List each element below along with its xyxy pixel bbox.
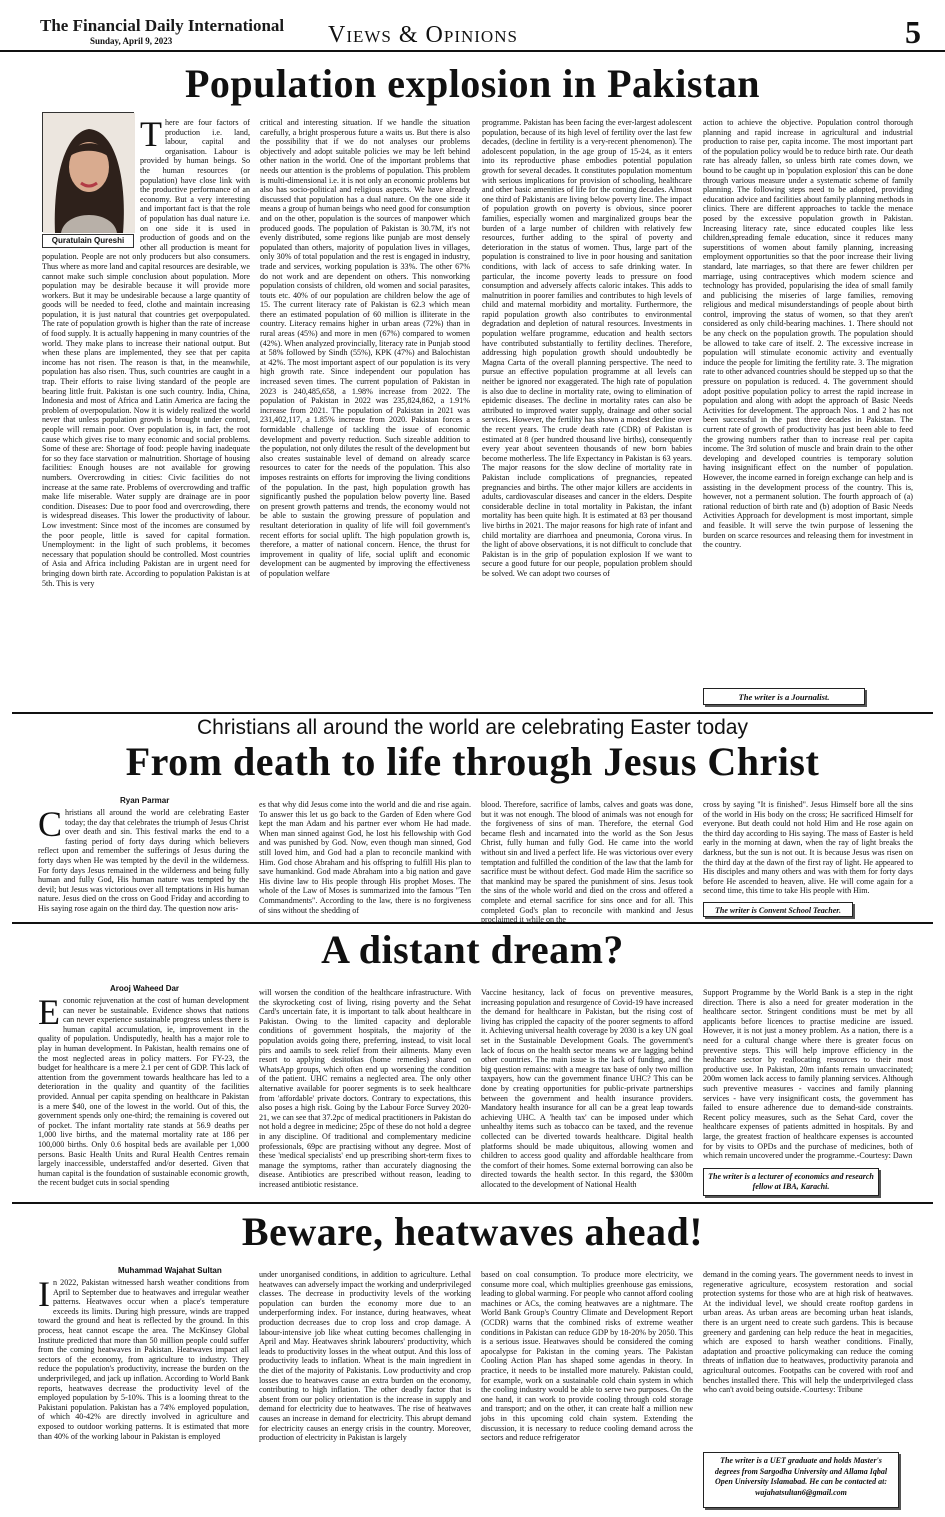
author-byline: Muhammad Wajahat Sultan — [118, 1266, 222, 1275]
article-headline: A distant dream? — [321, 927, 624, 972]
article-column-1 — [38, 992, 249, 1196]
column-text: hristians all around the world are celebrating Easter today; the day that celebrates the triumph of Jesus Christ over death and sin. This festival marks the end to a fasting period of forty days during which believers reflect upon and remember the sufferings of Jesus during the forty days when He was tempted by the devil in the wilderness. For forty days Jesus remained in the wilderness and being fully human and fully God, His human nature was tempted by the devil; but Jesus was victorious over all temptations in His human nature. Jesus died on the cross on Good Friday and according to His saying rose again on the third day. The question now aris- — [38, 808, 249, 913]
article-column-2: will worsen the condition of the healthcare infrastructure. With the skyrocketing cost of living, rising poverty and the Sehat Card's uncertain fate, it is important to talk about healthcare in Pakistan. Owing to the limited capacity and deplorable conditions of government hospitals, the majority of the population avoids going there, preferring, instead, to visit local pirs and aamils to seek relief from their ailments. Many even resort to applying desitotkas (home remedies) shared on WhatsApp groups, which often end up worsening the condition of the patient. UHC remains a neglected area. The only other alternative available for poorer segments is to seek healthcare from 'affordable' private doctors. Contrary to expectations, this also poses a high risk. Going by the Labour Force Survey 2020-21, we can see that 37.2pc of medical practitioners in Pakistan do not hold a degree in medicine; 25pc of these do not hold a degree in any discipline. Of traditional and complementary medicine professionals, 69pc are practising without any degree. Most of these 'medical specialists' end up prescribing short-term fixes to manage the symptoms, rather than accurately diagnosing the disease. Antibiotics are prescribed without reason, leading to increased antibiotic resistance. — [259, 988, 471, 1189]
article-kicker: Christians all around the world are celebrating Easter today — [197, 716, 748, 739]
writer-credit: The writer is a UET graduate and holds Master's degrees from Sargodha University and Allama Iqbal Open University Islamabad. He can be contacted at: wajahatsultan6@gmail.com — [703, 1452, 899, 1508]
article-column-1 — [38, 1274, 249, 1510]
article-column-2: critical and interesting situation. If we handle the situation carefully, a bright prosperous future a waits us. But there is also the possibility that if we do not analyses our problems objectively and adopt suitable policies we may be left behind other nation in the world. One of the important problems that needs our attention is the problems of population. This problem is multi-dimensional i.e. it is not only an economic problems but also has socio-political and religious aspects. We have already discussed that population has a dual nature. On the one side it means a group of human beings who need good for consumption and on the other, population is the sources of manpower which produced goods. The population of Pakistan is 30.7M, it's not evenly distributed, some regions like punjab are most densely populated than others, majority of population lives in villages, only 30% of total population and the rest is engaged in industry, trade and services, working population is 33%. The other 67% do not work and are dependent on others. This nonworking population consists of children, old women and social parasites, touts etc. 40% of our population are children below the age of 15. The current literacy rate of Pakistan is 62.3 which mean there an estimated population of 60 million is illiterate in the country. Literacy remains higher in urban areas (72%) than in rural areas (45%) and more in men (67%) compared to women (42%). When analyzed provincially, literacy rate in Punjab stood at 58% followed by Sindh (55%), KPK (47%) and Balochistan at 42%. The most important aspect of our population is its very high growth rate. Since independent our population has increased seven times. The current population of Pakistan in 2023 is 240,485,658, a 1.98% increase from 2022. The population of Pakistan in 2022 was 235,824,862, a 1.91% increase from 2021. The population of Pakistan in 2021 was 231,402,117, a 1.85% increase from 2020. Pakistan forces a formidable challenge of tackling the issue of economic development and poverty reduction. Such sizeable addition to the population, not only dilutes the result of the development but also creates sustainable level of demand on already scarce resources to cater for the needs of the population. This also imposes restraints on efforts for improving the living conditions of the population. In the past, high population growth has significantly pushed the population below poverty line. Based on present growth patterns and trends, the economy would not be able to sustain the growing pressure of population and resultant deterioration in quality of life will foil government's recent efforts for social uplift. The high population growth is, therefore, a matter of national concern. Hence, the thrust for improvement in quality of life, social uplift and economic development can be augmented by improving the effectiveness of population welfare — [260, 118, 470, 578]
article-column-4: demand in the coming years. The government needs to invest in regenerative agriculture, ecosystem restoration and social protection systems for those who are at high risk of heatwaves. At the individual level, we should create rooftop gardens in urban areas. As urban areas are becoming urban heat islands, there is an urgent need to create such gardens. This is because greenery and gardening can help reduce the heat in megacities, which are exposed to harsh weather conditions. Finally, adaptation and proactive policymaking can reduce the coming threats of inflation due to heatwaves, productivity paranoia and agricultural outcomes. Footpaths can be covered with roof and benches installed there. This will help the underprivileged class who can't avoid being outside.-Courtesy: Tribune — [703, 1270, 913, 1395]
author-byline: Arooj Waheed Dar — [110, 984, 180, 993]
article-headline: Population explosion in Pakistan — [184, 61, 761, 106]
article-column-4: action to achieve the objective. Population control thorough planning and rapid increase in agricultural and industrial production to raise per, capita income. The most important part of the population policy would be to reduce birth rate. Our death rate has already fallen, so unless birth rate comes down, we bound to be caught up in 'population explosion' this can be done through various measure under a systematic scheme of family planning. The following steps need to be adopted, providing education advice and facilities about family planning methods in clinics. There are different approaches to tackle the menace posed by the excessive population growth in Pakistan. Increasing literacy rate, since educated couples like less children,spreading female education, since it reduces many superstitions of women about family planning, increasing employment opportunities so that the poor increase their living standard, late marriages, so that there are fewer children per marriage, using contraceptives which modern science and technology has provided, popularising the idea of small family and publicising the miseries of large families, removing religious and medical misunderstandings of people about birth control, improving the status of women, so that they aren't considered as only child-bearing machines. 1. There should not be any check on the population growth. The population should be allowed to take care of itself. 2. The excessive increase in population will stimulate economic activity and eventually induce the people for limiting the fertility rate. 3. The migration rate to other advanced countries should be stepped up so that the pressure on population is reduced. 4. The government should adopt positive population policy to arrest the rapid increase in population and along with adopt the approach of Basic Needs Activities for development. The approach Nos. 1 and 2 has not been successful in the past three decades in Pakistan. The current rate of growth of productivity has just been able to feed the growing numbers rather than to increase real per capita income. The 3rd solution of muscle and brain drain to the other developing and developed countries is temporary solution having insignificant effect on the number of population. However, the income earned in foreign exchange can help and is assisting in the development process of the country. This is, however, not a permanent solution. The fourth approach of (a) rational reduction of birth rate and (b) adoption of Basic Needs Activities Approach for development is most important, simple and feasible. It will serve the twin purpose of lessening the burden on scarce resources and releasing them for investment in the country. — [703, 118, 913, 550]
section-title: Views & Opinions — [328, 22, 518, 48]
publication-date: Sunday, April 9, 2023 — [90, 36, 173, 46]
article-column-2: es that why did Jesus come into the world and die and rise again. To answer this let us go back to the Garden of Eden where God kept the man Adam and his partner ever whom He had made. When man sinned against God, he lost his fellowship with God and was punished by God. Now, even though man sinned, God still loved him, and God had a plan to reconcile mankind with Him. God chose Abraham and his offspring to fulfill His plan to save humankind. God made Abraham into a big nation and gave His divine law to His people through His prophet Moses. The whole of the Law of Moses is summarized into the famous "Ten Commandments". According to the law, there is no forgiveness of sins without the shedding of — [259, 800, 471, 915]
article-headline: Beware, heatwaves ahead! — [241, 1209, 704, 1254]
masthead — [0, 0, 945, 52]
article-column-3: Vaccine hesitancy, lack of focus on preventive measures, increasing population and resurgence of Covid-19 have increased the demand for healthcare in Pakistan, but the rising cost of living has crippled the capacity of the poorer segments to afford it. Achieving universal health coverage by 2030 is a key UN goal set in the Sustainable Development Goals. The government's lack of focus on the health sector means we are lagging behind other countries. The main issue is the lack of funding, and the big question remains: with a meagre tax base of only two million taxpayers, how can the government finance UHC? This can be done by creating opportunities for public-private partnerships between the government and health insurance providers. Mandatory health insurance for all can be a great leap towards achieving UHC. A 'health tax' can be imposed under which unhealthy items such as tobacco can be taxed, and the revenue collected can be diverted towards healthcare. Digital health platforms should be made ubiquitous, allowing women and children to access good quality and affordable healthcare from the comfort of their homes. Some external borrowing can also be directed towards the health sector. In this regard, the $300m allocated to the development of National Health — [481, 988, 693, 1189]
article-column-3: based on coal consumption. To produce more electricity, we consume more coal, which multiplies greenhouse gas emissions, leading to global warming. For people who cannot afford cooling machines or ACs, the coming heatwaves are a nightmare. The World Bank Group's Country Climate and Development Report (CCDR) warns that the combined risks of extreme weather conditions in Pakistan can reduce GDP by 18-20% by 2050. This is a serious issue. Heatwaves should be considered the coming apocalypse for Pakistan in the coming years. The Pakistan Cooling Action Plan has shaped some agendas in theory. In practice, it needs to be installed more maturely. Pakistan could, for example, work on a sustainable cold chain system in which the cooling industry would be able to serve two purposes. On the one hand, it can work to provide cooling through cold storage and transport; and on the other, it can create half a million new jobs in this upcoming cold chain system. Extending the discussion, it is necessary to reduce cooling demand across the sectors and reduce refrigerator — [481, 1270, 693, 1443]
article-column-4: cross by saying "It is finished". Jesus Himself bore all the sins of the world in His body on the cross; He sacrificed Himself for everyone. But death could not hold Him and He rose again on the third day according to His saying. The mass of Easter is held early in the morning at dawn, when the ray of light breaks the darkness, but the sun is not out. It is because Jesus was risen on the third day at the dawn of the first ray of light. He appeared to His disciples and many others and was with them for forty days before He ascended to heaven, alive. He will come again for a second time, this time to take His people with Him. — [703, 800, 913, 896]
writer-credit: The writer is a Journalist. — [703, 688, 865, 705]
column-text: conomic rejuvenation at the cost of human development can never be sustainable. Evidence shows that nations can never experience sustainable progress unless there is human capital accumulation, ie, improvement in the quality of population. Undisputedly, health has a major role to play in human development. In Pakistan, health remains one of the most neglected areas in policy matters. For FY-23, the budget for healthcare is a mere 2.1 per cent of GDP. This lack of attention from the government towards healthcare has led to a deterioration in the quality and quantity of the facilities provided. Annual per capita spending on healthcare in Pakistan is a mere $40, one of the lowest in the world. Out of this, the government spends only one-third; the remaining is covered out of pocket. The infant mortality rate stands at 56.9 deaths per 1,000 live births, and the maternal mortality rate at 186 per 100,000 births. Only 0.6 hospital beds are available per 1,000 persons. Basic Health Units and Rural Health Centres remain largely inaccessible, understaffed and/or deserted. Given that human capital is the foundation of sustainable economic growth, the recent budget cuts in social spending — [38, 996, 249, 1188]
section-divider — [12, 922, 933, 924]
author-byline: Ryan Parmar — [120, 796, 170, 805]
article-column-3: programme. Pakistan has been facing the ever-largest adolescent population, because of its high level of fertility over the last few decades, (decline in fertility is a very-recent phenomenon). The adolescent population, in the age group of 15-24, as it enters into its reproductive phase embodies potential population growth for several decades. It constitutes population momentum with serious implications for provision of schooling, healthcare and other basic amenities of life for the coming decades. Almost one third of Pakistanis are living below poverty line. The impact of population growth on poverty is obvious, since poorer families, especially women and marginalized groups bear the burden of a large number of children with relatively few resources, further adding to the spiral of poverty and deterioration in the status of women. Thus, large part of the population is constrained to live in poor housing and sanitation conditions, with lack of access to safe drinking water. In particular, the income poverty leads to pressure on food consumption and adversely affects caloric intakes. This adds to malnutrition in poorer families and contributes to high levels of child and maternal morbidity and mortality. Furthermore, the rapid population growth also contributes to environmental degradation and depletion of natural resources. Investments in population welfare programme, education and health sectors have contributed substantially to fertility declines. Therefore, addressing high population growth should undoubtedly be Magna Carta of the overall planning perspective. The need to pursue an effective population programme at all levels can neither be ignored nor exaggerated. The high rate of population is also due to decline in mortality rate, owing to elimination of epidemic diseases. The decline in mortality rates can also be attributed to improved water supply, drainage and other social services. However, the fertility has shown a modest decline over the recent years. The crude death rate (CDR) of Pakistan is estimated at 8 (per hundred thousand live births), consequently every year about seventeen thousands of new born babies become motherless. The life Expectancy in Pakistan is 63 years. The major reasons for the slow decline of mortality rate in Pakistan include complications of pregnancies, repeated pregnancies and births. The other major killers are accidents in adults, cardiovascular diseases and cancer in the elders. Despite considerable decline in total mortality in Pakistan, the infant mortality has been quite high. It is estimated at 83 per thousand live births in 2021. The major reasons for high rate of infant and child mortality are diarrhoea and pneumonia, Corona virus. In the light of above observations, it is not difficult to conclude that Pakistan is in the grip of population explosion If we want to secure a good future for our people, population problem should be solved. We can adopt two courses of — [482, 118, 692, 578]
column-text: here are four factors of production i.e. land, labour, capital and organisation. Labour is provided by human beings. So the human resources (or population) have close link with the productive performance of an economy. But a very interesting and important fact is that the role of population has dual nature i.e. on one side it is used in production of goods and on the other all production is meant for population. People are not only producers but also consumers. Thus where as more land and capital resources are desirable, we cannot make such simple conclusion about population. More population may be desirable because it will provide more workers. But it may be undesirable because a large quantity of goods will be needed to feed, clothe and maintain increasing population, it is just natural that countries get overpopulated. The rate of population growth is higher than the rate of increase of food supply. It is actually happening in many countries of the world. They make plans to increase their national output. But when these plans are implemented, they see that per capita income has not risen. The reason is that, in the meanwhile, population has also risen. Thus, such countries are caught in a trap. Their efforts to raise living standard of the people are bearing little fruit. Pakistan is one such country. India, China, Indonesia and most of Africa and Latin America are facing the problem of overpopulation. Now it is widely realized the world never that unless population growth is brought under control, people will remain poor. Over population is, in fact, the root cause which gives rise to many economic and social problems. Some of these are: Shortage of food: people having inadequate for so they face starvation or malnutrition. Shortage of housing facilities: Enough houses are not available for growing numbers. Overcrowding in cities: Civic facilities do not increase at the same rate. Problems of overcrowding and traffic make life miserable. Water supply are drainage are in poor condition. Diseases: Due to poor food and overcrowding, there is widespread diseases. This lower the productivity of labour. Low investment: Since most of the incomes are consumed by the poor people, little is saved for capital formation. Unemployment: in the light of such problems, it becomes necessary that population should be controlled. Most countries of Asia and Africa including Pakistan are in urgent need for bringing down birth rate. According to population Pakistan is at 5th. This is very — [42, 118, 250, 588]
article-column-1 — [42, 114, 250, 706]
section-divider — [12, 1202, 933, 1204]
writer-credit: The writer is Convent School Teacher. — [703, 902, 853, 917]
section-divider — [12, 712, 933, 714]
article-column-2: under unorganised conditions, in addition to agriculture. Lethal heatwaves can adversely impact the working and underprivileged classes. The decrease in productivity levels of the working population can burden the economy more due to an underperforming index. For instance, during heatwaves, wheat production decreases due to crop loss and crop damage. A labour-intensive job like wheat cutting becomes challenging in April and May. Heatwaves shrink labourers' productivity, which leads to productivity losses in the wheat output. And this loss of productivity leads to inflation. Wheat is the main ingredient in the diet of the majority of Pakistanis. Low productivity and crop losses due to heatwaves cause an extra burden on the economy, contributing to high inflation. The other deadly factor that is absent from our policy orientation is the increase in supply and demand for electricity due to heatwaves. The rise of heatwaves causes an increase in demand for electricity. This abrupt demand for electricity causes an energy crisis in the country. Moreover, production of electricity in Pakistan is largely — [259, 1270, 471, 1443]
column-text: n 2022, Pakistan witnessed harsh weather conditions from April to September due to heatwaves and irregular weather patterns. Heatwaves occur when a place's temperature exceeds its limits. During high pressure, winds are trapped toward the ground and heat is reflected by the ground. In this process, heat cannot escape the area. The McKinsey Global Institute predicted that more than 50 million people could suffer from the coming heatwaves in Pakistan. Heatwaves impact all sectors of the economy, from agriculture to industry. They reduce the population's productivity, increase the burden on the underprivileged, and jack up inflation. According to World Bank reports, heatwaves decrease the productivity level of the employed population by 5-10%. This is a looming threat to the Pakistani population. Pakistan has a 74% employed population, of which 40-42% are directly involved in agriculture and exposed to outdoor working patterns. It is estimated that more than 40% of the working labour in Pakistan is employed — [38, 1278, 249, 1441]
author-name: Quratulain Qureshi — [42, 234, 134, 248]
dropcap: T — [140, 114, 162, 154]
publication-name: The Financial Daily International — [40, 16, 285, 35]
article-column-1 — [38, 804, 249, 916]
page-number: 5 — [905, 14, 921, 50]
dropcap: C — [38, 804, 63, 844]
article-column-4: Support Programme by the World Bank is a step in the right direction. There is also a need for greater moderation in the healthcare sector. Stringent conditions must be met by all applicants before licences to practise medicine are issued. However, it is not just a money problem. As a nation, there is a need for a cultural change where there is greater focus on preventive steps. This will help improve efficiency in the healthcare sector by reallocating resources to their most productive use. In Pakistan, 20m infants remain unvaccinated; 200m women lack access to family planning services. Although such preventive measures - vaccines and family planning services - have very insignificant costs, the government has failed to ensure adherence due to demand-side constraints. Recent policy measures, such as the Sehat Card, cover the healthcare expenses of patients admitted in hospitals. By and large, the greatest fraction of healthcare expenses is accounted for by visits to OPDs and the purchase of medicines, both of which remain uncovered under the programme.-Courtesy: Dawn — [703, 988, 913, 1161]
writer-credit: The writer is a lecturer of economics and research fellow at IBA, Karachi. — [703, 1168, 879, 1196]
article-headline: From death to life through Jesus Christ — [125, 739, 820, 784]
article-column-3: blood. Therefore, sacrifice of lambs, calves and goats was done, but it was not enough. The blood of animals was not enough for the forgiveness of sins of man. Therefore, the eternal God became flesh and incarnated into the world as the Son Jesus Christ, fully human and fully God. He came into the world without sin and lived a perfect life. He was victorious over every temptation and fulfilled the condition of the law that the lamb for sacrifice must be without defect. God made Him the sacrifice so that mankind may be spared the punishment of sins. Jesus took the sins of the whole world and died on the cross and offered a complete and eternal sacrifice for sins once and for all. This completed God's plan to reconcile with mankind and Jesus proclaimed it while on the — [481, 800, 693, 925]
dropcap: I — [38, 1274, 50, 1314]
dropcap: E — [38, 992, 60, 1032]
